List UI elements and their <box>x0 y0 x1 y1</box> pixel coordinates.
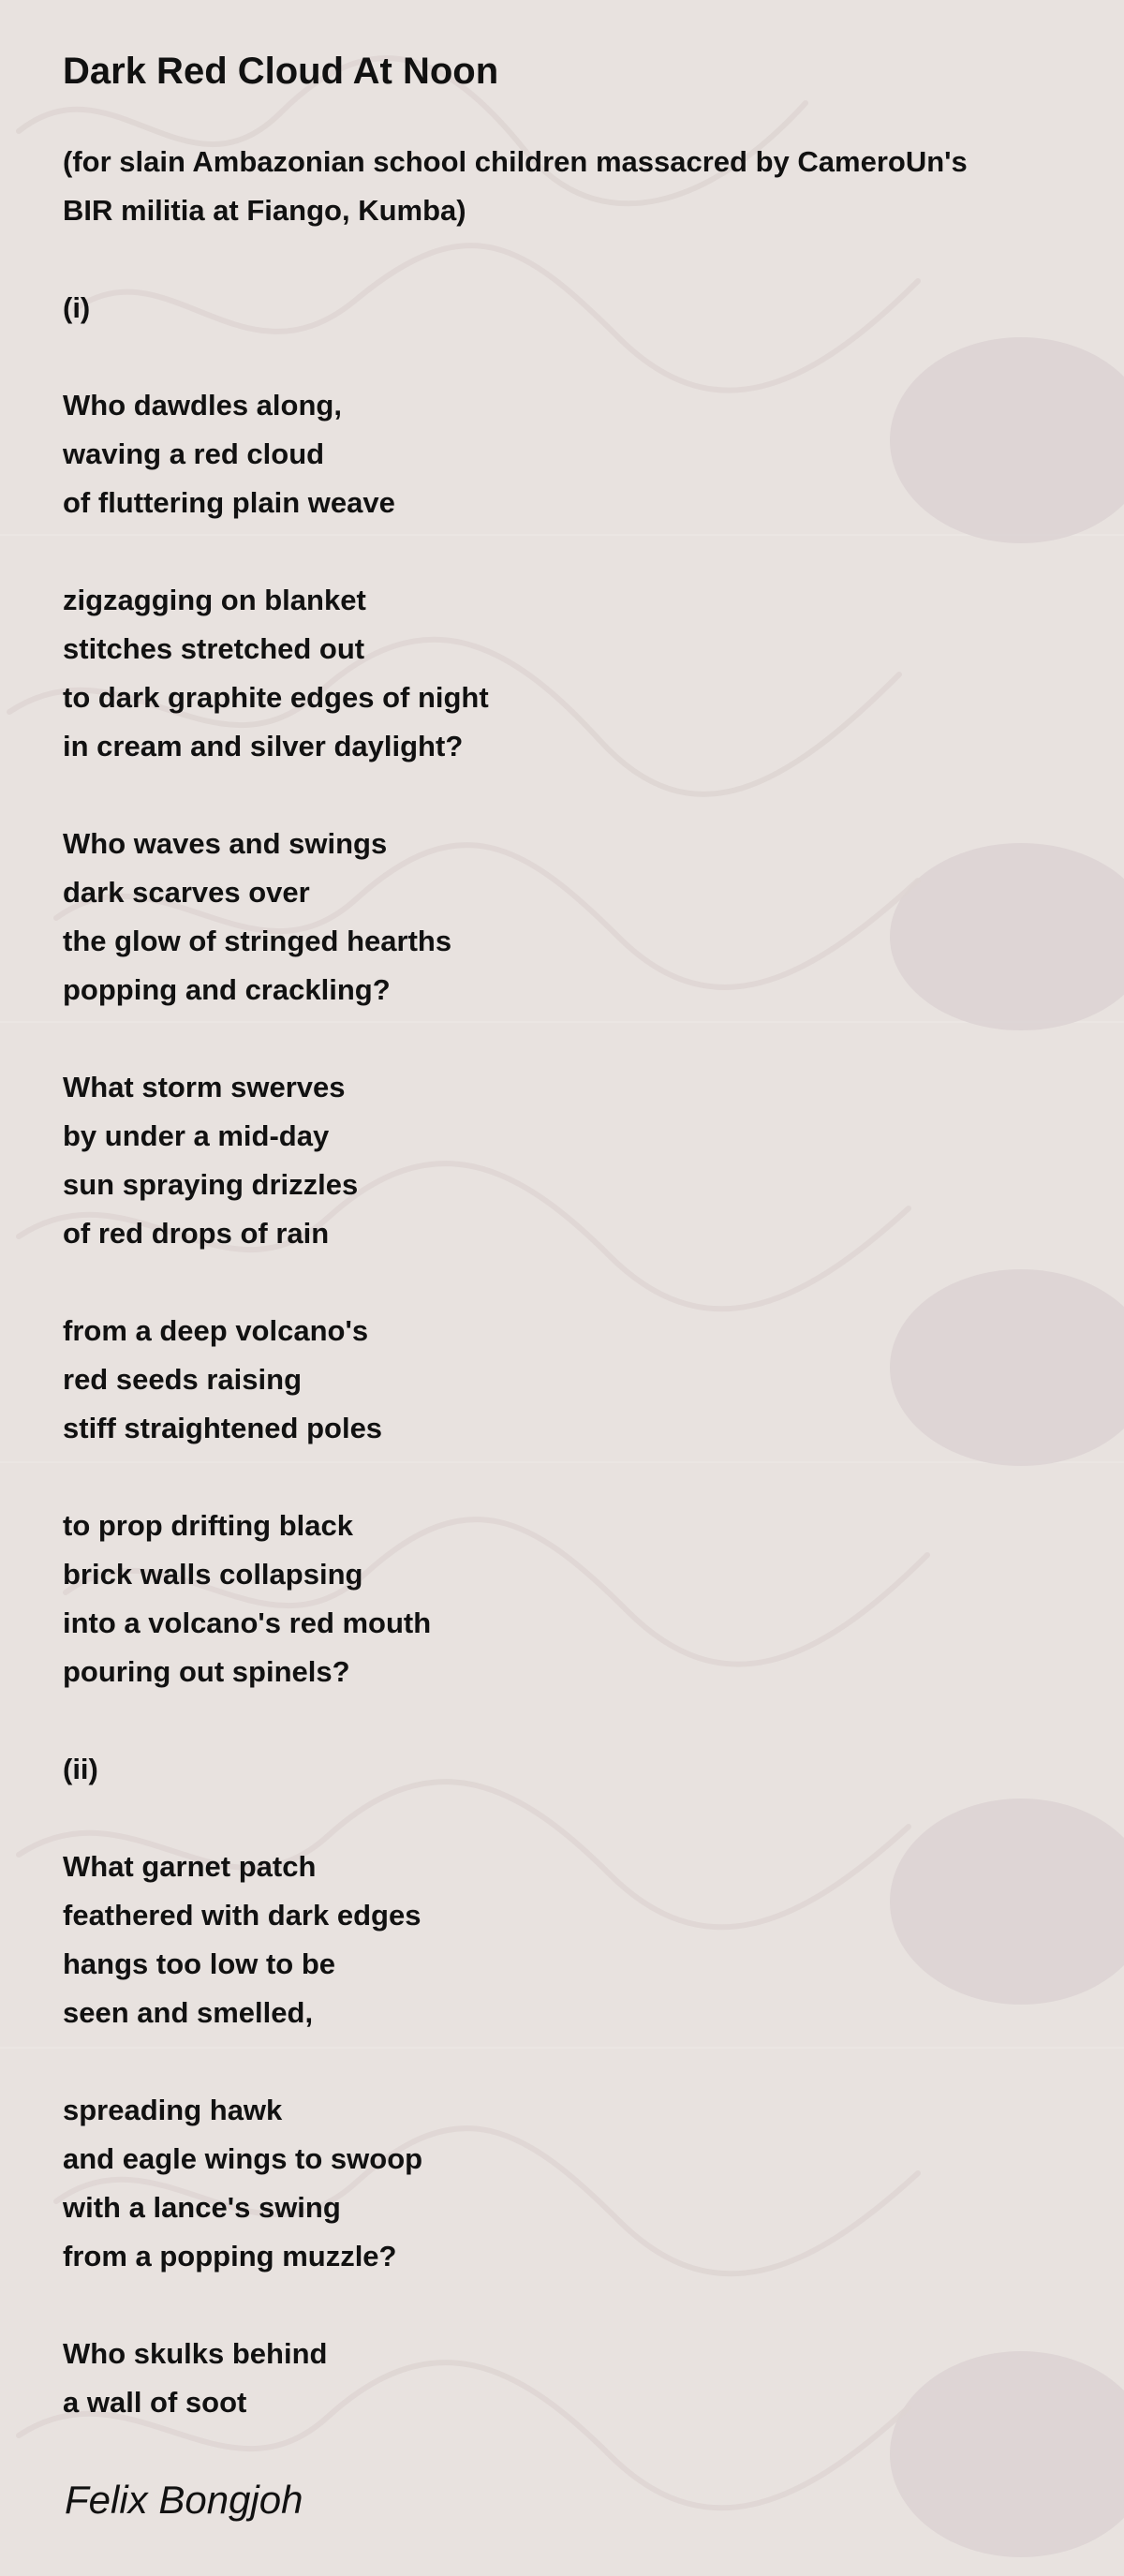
poem-line: by under a mid-day <box>63 1119 330 1152</box>
poem-line: spreading hawk <box>63 2094 283 2126</box>
poem-stanza <box>63 576 1056 771</box>
poem-author: Felix Bongjoh <box>65 2478 303 2522</box>
poem-line: waving a red cloud <box>63 437 325 470</box>
poem-line: seen and smelled, <box>63 1996 314 2029</box>
poem-line: a wall of soot <box>63 2386 247 2419</box>
poem-line: Who waves and swings <box>63 827 388 860</box>
poem-stanza <box>63 381 1056 527</box>
poem-stanza <box>63 1843 1056 2037</box>
poem-line: in cream and silver daylight? <box>63 730 464 762</box>
poem-line: sun spraying drizzles <box>63 1168 359 1201</box>
poem-line: stiff straightened poles <box>63 1412 383 1444</box>
poem-line: red seeds raising <box>63 1363 303 1396</box>
poem-stanza <box>63 2330 1056 2427</box>
poem-line: pouring out spinels? <box>63 1655 350 1688</box>
poem-line: of red drops of rain <box>63 1217 330 1250</box>
poem-line: Who skulks behind <box>63 2337 328 2370</box>
poem-stanzas <box>63 284 1056 2427</box>
poem-line: What garnet patch <box>63 1850 317 1883</box>
poem-line: stitches stretched out <box>63 632 365 665</box>
poem-line: the glow of stringed hearths <box>63 925 452 957</box>
dedication-line: (for slain Ambazonian school children massacred by CameroUn's <box>63 145 968 178</box>
poem-stanza <box>63 820 1056 1014</box>
poem-line: brick walls collapsing <box>63 1558 363 1591</box>
poem-stanza <box>63 1307 1056 1453</box>
poem-line: into a volcano's red mouth <box>63 1606 432 1639</box>
poem-line: (i) <box>63 291 91 324</box>
poem-line: and eagle wings to swoop <box>63 2142 423 2175</box>
poem-line: with a lance's swing <box>63 2191 341 2224</box>
poem-stanza <box>63 1502 1056 1696</box>
poem-line: to prop drifting black <box>63 1509 353 1542</box>
poem-line: from a popping muzzle? <box>63 2240 397 2273</box>
poem-line: dark scarves over <box>63 876 310 909</box>
poem-body <box>63 45 1056 2476</box>
poem-line: zigzagging on blanket <box>63 584 366 616</box>
poem-line: hangs too low to be <box>63 1947 336 1980</box>
poem-line: What storm swerves <box>63 1071 346 1103</box>
poem-line: to dark graphite edges of night <box>63 681 489 714</box>
poem-line: feathered with dark edges <box>63 1899 422 1932</box>
poem-line: Who dawdles along, <box>63 389 342 422</box>
poem-dedication <box>63 138 1056 235</box>
poem-stanza <box>63 1745 1056 1794</box>
poem-line: (ii) <box>63 1753 98 1785</box>
poem-stanza <box>63 1063 1056 1258</box>
poem-title: Dark Red Cloud At Noon <box>63 51 499 92</box>
poem-stanza <box>63 2086 1056 2281</box>
poem-line: popping and crackling? <box>63 973 391 1006</box>
dedication-line: BIR militia at Fiango, Kumba) <box>63 194 466 227</box>
poem-line: from a deep volcano's <box>63 1314 369 1347</box>
poem-stanza <box>63 284 1056 333</box>
poem-line: of fluttering plain weave <box>63 486 395 519</box>
